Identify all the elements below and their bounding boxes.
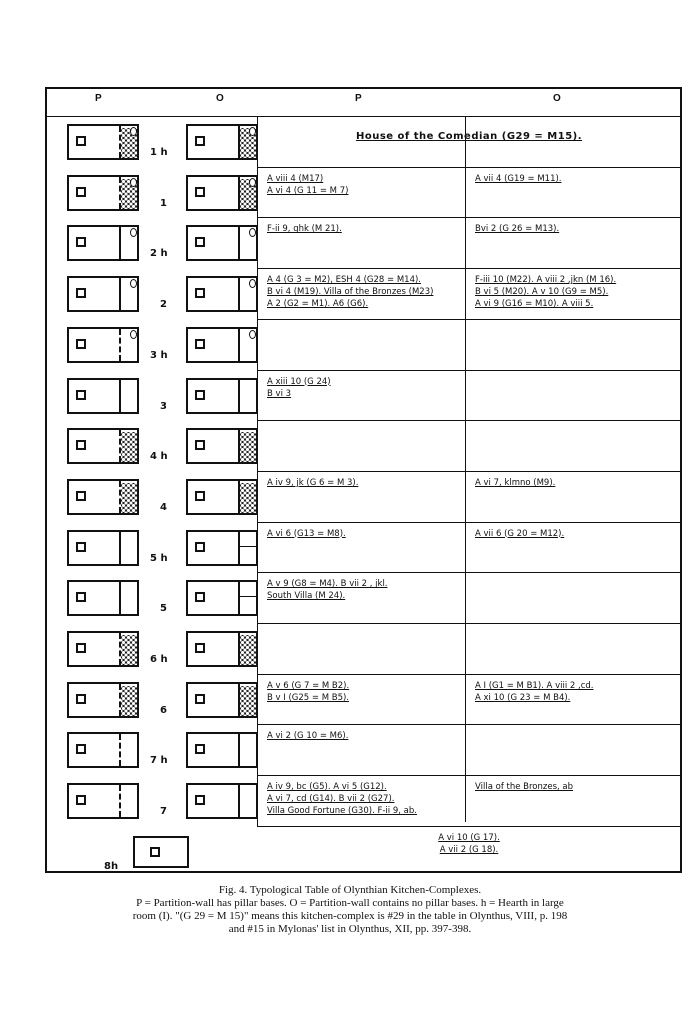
entry-line: A xi 10 (G 23 = M B4). [475,692,571,703]
row-label: 7 [160,806,167,818]
entry-line: A vii 4 (G19 = M11). [475,173,562,184]
entry-p [267,274,461,310]
entry-line: A xiii 10 (G 24) [267,376,331,387]
hearth-marker [195,187,205,197]
flue-cylinder [249,330,256,339]
entry-line: A vi 9 (G16 = M10). A viii 5. [475,299,594,310]
hearth-marker [76,643,86,653]
hearth-marker [76,542,86,552]
hearth-marker [76,440,86,450]
plan-p [67,428,139,464]
entry-o [475,680,677,704]
row-label: 1 [160,197,167,209]
partition-wall [119,582,121,614]
hearth-marker [195,795,205,805]
hearth-marker [76,339,86,349]
row-label: 4 [160,501,167,513]
entry-p [267,578,461,602]
row-label: 3 [160,400,167,412]
row-label: 7 h [150,755,168,767]
row-divider [257,623,681,624]
plan-p [67,124,139,160]
hearth-marker [195,339,205,349]
entry-line: Villa of the Bronzes, ab [475,782,574,793]
hearth-marker [195,440,205,450]
entry-line: A vi 10 (G 17). [438,832,500,843]
cross-wall [238,596,258,597]
partition-wall [238,532,240,564]
row-divider [257,471,681,472]
row-label: 5 [160,603,167,615]
entry-line: A iv 9, jk (G 6 = M 3). [267,477,359,488]
entry-line: A vi 2 (G 10 = M6). [267,731,349,742]
plan-o [186,580,258,616]
row-label: 3 h [150,349,168,361]
flue-cylinder [249,127,256,136]
flue-cylinder [130,178,137,187]
partition-wall [119,329,121,361]
entry-line: Bvi 2 (G 26 = M13). [475,224,560,235]
caption-line-2: room (I). "(G 29 = M 15)" means this kitchen-complex is #29 in the table in Olynthus, VIII, p. 198 [132,910,568,922]
hearth-marker [195,643,205,653]
plan-o [186,175,258,211]
partition-wall [238,227,240,259]
plan-o [186,530,258,566]
hearth-marker [76,136,86,146]
plan-o [186,225,258,261]
entry-line: F-ii 9, ghk (M 21). [267,224,342,235]
partition-wall [238,582,240,614]
plan-o [186,631,258,667]
plan-p [67,631,139,667]
row-divider [257,420,681,421]
entry-o [475,781,677,793]
entry-line: A 4 (G 3 = M2), ESH 4 (G28 = M14). [267,275,422,286]
plan-p [67,580,139,616]
pebble-floor [240,686,257,716]
entry-line: F-iii 10 (M22). A viii 2 ,jkn (M 16). [475,275,617,286]
caption-title: Fig. 4. Typological Table of Olynthian Kitchen-Complexes. [218,884,482,896]
row-label: 6 [160,704,167,716]
plan-p [67,530,139,566]
row-label: 6 h [150,654,168,665]
hearth-marker [76,390,86,400]
entry-p [267,223,461,235]
hearth-marker [76,288,86,298]
pebble-floor [121,635,138,665]
hearth-marker [195,136,205,146]
entry-line: A vi 7, cd (G14). B vii 2 (G27). [267,794,395,805]
plan-p [67,327,139,363]
entry-line: Villa Good Fortune (G30). F-ii 9, ab. [267,806,417,817]
plan-o [186,783,258,819]
row-label: 2 h [150,248,168,260]
plan-o [186,479,258,515]
entry-line: A v 9 (G8 = M4). B vii 2 , jkl. [267,579,388,590]
hearth-marker [195,390,205,400]
plan-8h [133,836,189,868]
entry-line: B vi 4 (M19). Villa of the Bronzes (M23) [267,287,434,298]
flue-cylinder [130,127,137,136]
entry-p [267,376,461,400]
entry-line: A vi 4 (G 11 = M 7) [267,185,349,196]
entry-p [267,528,461,540]
entry-p [267,477,461,489]
flue-cylinder [249,279,256,288]
flue-cylinder [249,178,256,187]
hearth-marker [76,694,86,704]
entry-p [267,781,461,817]
entry-spanning [265,122,673,143]
plan-o [186,378,258,414]
pebble-floor [121,432,138,462]
figure-caption [90,884,610,936]
flue-cylinder [130,330,137,339]
entry-line: A vii 2 (G 18). [439,844,499,855]
pebble-floor [121,686,138,716]
header-o-text: O [553,93,561,104]
row-divider [257,167,681,168]
text-area-border [257,116,258,826]
flue-cylinder [130,228,137,237]
hearth-marker [76,795,86,805]
hearth-marker [195,288,205,298]
plan-p [67,732,139,768]
hearth-marker [150,847,160,857]
entry-line: A viii 4 (M17) [267,173,324,184]
entry-line: A vii 6 (G 20 = M12). [475,528,565,539]
partition-wall [238,380,240,412]
plan-o [186,682,258,718]
hearth-marker [76,187,86,197]
row-label: 1 h [150,147,168,158]
plan-p [67,682,139,718]
entry-o [475,274,677,310]
row-divider [257,217,681,218]
entry-line: A I (G1 = M B1). A viii 2 ,cd. [475,680,594,691]
partition-wall [238,329,240,361]
row-divider [257,826,681,827]
pebble-floor [240,635,257,665]
plan-p [67,175,139,211]
row-divider [257,116,681,117]
partition-wall [238,734,240,766]
row-divider [257,268,681,269]
partition-wall [119,227,121,259]
partition-wall [119,785,121,817]
flue-cylinder [249,228,256,237]
plan-p [67,225,139,261]
partition-wall [238,785,240,817]
row-divider [257,775,681,776]
row-divider [257,572,681,573]
entry-line: B vi 5 (M20). A v 10 (G9 = M5). [475,287,609,298]
entry-line: A 2 (G2 = M1). A6 (G6). [267,299,369,310]
entry-o [475,223,677,235]
row-divider [257,724,681,725]
entry-line: A vi 6 (G13 = M8). [267,528,346,539]
entry-line: South Villa (M 24). [267,591,346,602]
partition-wall [119,278,121,310]
pebble-floor [240,483,257,513]
hearth-marker [195,237,205,247]
hearth-marker [76,592,86,602]
hearth-marker [195,491,205,501]
entry-p [267,730,461,742]
hearth-marker [76,491,86,501]
cross-wall [238,546,258,547]
row-divider [257,674,681,675]
flue-cylinder [130,279,137,288]
partition-wall [119,532,121,564]
row-label: 8h [104,860,119,872]
entry-line: B vi 3 [267,388,292,399]
row-divider [257,319,681,320]
entry-p [267,680,461,704]
plan-o [186,124,258,160]
plan-o [186,327,258,363]
hearth-marker [195,694,205,704]
caption-line-3: and #15 in Mylonas' list in Olynthus, XII, pp. 397-398. [228,923,472,935]
header-p-text: P [355,93,362,104]
partition-wall [238,278,240,310]
row-divider [257,370,681,371]
entry-line: A vi 7, klmno (M9). [475,477,556,488]
entry-line: B v I (G25 = M B5). [267,692,350,703]
plan-p [67,479,139,515]
row-divider [257,522,681,523]
column-divider [465,116,466,822]
entry-p [267,173,461,197]
plan-p [67,276,139,312]
plan-o [186,276,258,312]
hearth-marker [76,744,86,754]
partition-wall [119,734,121,766]
row-label: 5 h [150,552,168,564]
plan-o [186,428,258,464]
caption-line-1: P = Partition-wall has pillar bases. O = Partition-wall contains no pillar bases. h = Hearth in large [136,897,564,909]
pebble-floor [121,483,138,513]
row-label: 4 h [150,451,168,463]
hearth-marker [76,237,86,247]
header-o-plan: O [216,93,224,104]
entry-spanning [265,832,673,856]
plan-p [67,783,139,819]
hearth-marker [195,542,205,552]
hearth-marker [195,744,205,754]
plan-p [67,378,139,414]
partition-wall [119,380,121,412]
row-label: 2 [160,299,167,311]
pebble-floor [240,432,257,462]
entry-line: House of the Comedian (G29 = M15). [355,131,583,142]
entry-line: A iv 9, bc (G5). A vi 5 (G12). [267,782,387,793]
entry-line: A v 6 (G 7 = M B2). [267,680,350,691]
entry-o [475,173,677,185]
header-p-plan: P [95,93,102,104]
entry-o [475,477,677,489]
hearth-marker [195,592,205,602]
plan-o [186,732,258,768]
entry-o [475,528,677,540]
